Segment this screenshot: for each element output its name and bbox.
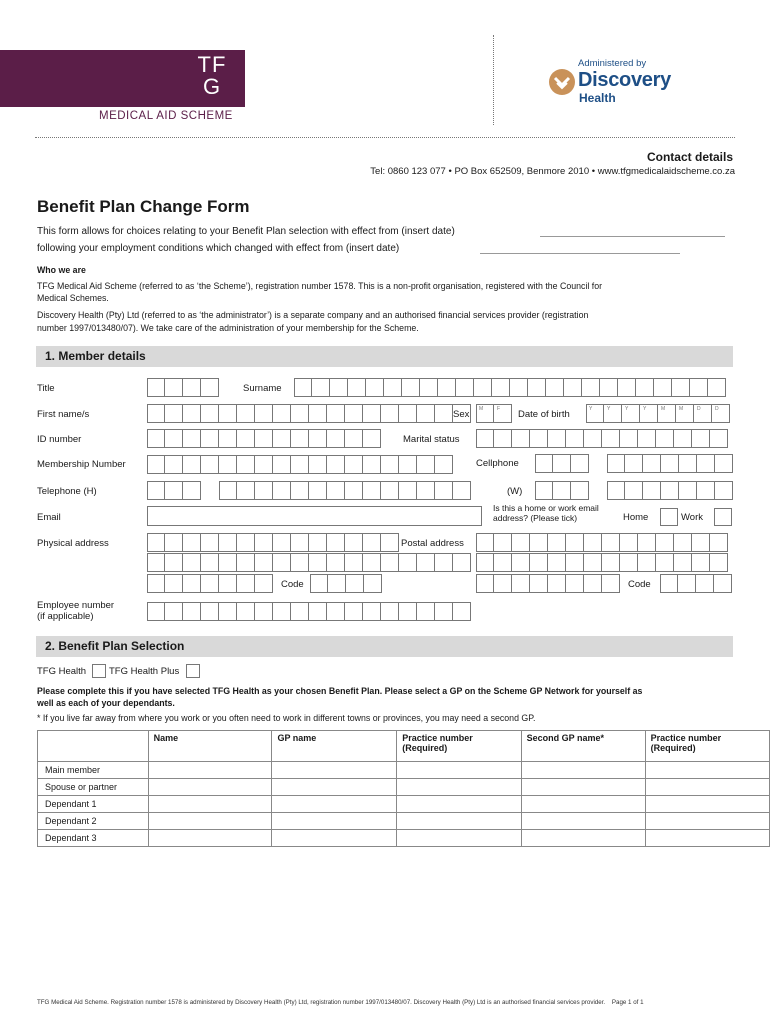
col-gp: GP name xyxy=(272,731,397,762)
dob-hint: D xyxy=(715,406,719,412)
gp-cell[interactable] xyxy=(272,813,397,830)
col-practice2-2: (Required) xyxy=(650,743,696,753)
who-p2-b: number 1997/013480/07). We take care of the administration of your membership for the Scheme. xyxy=(37,323,419,333)
employee-label-1: Employee number xyxy=(37,600,115,611)
table-row xyxy=(38,762,770,779)
first-names-boxes[interactable] xyxy=(147,404,471,423)
postal-line-2[interactable] xyxy=(476,553,728,572)
sex-m-hint: M xyxy=(479,406,484,412)
dob-hint: M xyxy=(679,406,684,412)
postal-code-label: Code xyxy=(628,579,651,590)
dob-label: Date of birth xyxy=(518,409,570,420)
header-divider xyxy=(493,35,494,125)
instruction-1: Please complete this if you have selected TFG Health as your chosen Benefit Plan. Please select a GP on the Scheme GP Network for yourself as xyxy=(37,686,643,696)
sex-f-hint: F xyxy=(497,406,501,412)
table-row xyxy=(38,830,770,847)
surname-boxes[interactable] xyxy=(294,378,726,397)
marital-label: Marital status xyxy=(403,434,460,445)
section-benefit-plan-title: 2. Benefit Plan Selection xyxy=(45,639,185,653)
practice-2-cell[interactable] xyxy=(645,830,769,847)
col-practice xyxy=(397,731,521,762)
table-row xyxy=(38,813,770,830)
practice-cell[interactable] xyxy=(397,813,521,830)
cell-number-boxes[interactable] xyxy=(607,454,733,473)
gp-table-header xyxy=(38,731,770,762)
email-question-line-1: Is this a home or work email xyxy=(493,503,599,513)
id-number-boxes[interactable] xyxy=(147,429,381,448)
dob-hint: Y xyxy=(625,406,629,412)
table-row xyxy=(38,779,770,796)
second-gp-cell[interactable] xyxy=(521,813,645,830)
practice-2-cell[interactable] xyxy=(645,796,769,813)
practice-2-cell[interactable] xyxy=(645,813,769,830)
col-practice2-1: Practice number xyxy=(650,733,722,743)
employee-label-2: (if applicable) xyxy=(37,611,94,622)
email-label: Email xyxy=(37,512,61,523)
postal-code-boxes[interactable] xyxy=(660,574,732,593)
tfg-logo xyxy=(192,54,232,104)
cell-code-boxes[interactable] xyxy=(535,454,589,473)
discovery-logo-icon xyxy=(548,68,576,96)
col-name: Name xyxy=(148,731,272,762)
intro-line-2: following your employment conditions which changed with effect from (insert date) xyxy=(37,243,400,254)
gp-table xyxy=(37,730,770,847)
row-label: Main member xyxy=(38,762,149,779)
name-cell[interactable] xyxy=(148,813,272,830)
scheme-name: MEDICAL AID SCHEME xyxy=(99,110,233,122)
second-gp-cell[interactable] xyxy=(521,796,645,813)
intro-line-1: This form allows for choices relating to your Benefit Plan selection with effect from (insert date) xyxy=(37,226,455,237)
header-separator xyxy=(35,137,735,138)
tel-w-code-boxes[interactable] xyxy=(535,481,589,500)
email-question xyxy=(493,503,599,523)
row-label: Spouse or partner xyxy=(38,779,149,796)
practice-2-cell[interactable] xyxy=(645,779,769,796)
dob-hint: Y xyxy=(607,406,611,412)
first-names-label: First name/s xyxy=(37,409,90,420)
work-checkbox[interactable] xyxy=(714,508,732,526)
logo-text-bottom: G xyxy=(202,74,222,99)
row-label: Dependant 3 xyxy=(38,830,149,847)
telephone-h-label: Telephone (H) xyxy=(37,486,97,497)
gp-cell[interactable] xyxy=(272,762,397,779)
page-title: Benefit Plan Change Form xyxy=(37,197,250,216)
name-cell[interactable] xyxy=(148,779,272,796)
gp-cell[interactable] xyxy=(272,779,397,796)
col-practice-2nd xyxy=(645,731,769,762)
work-label: Work xyxy=(681,512,703,523)
dob-hint: Y xyxy=(589,406,593,412)
row-label: Dependant 2 xyxy=(38,813,149,830)
physical-code-label: Code xyxy=(281,579,304,590)
who-p1-b: Medical Schemes. xyxy=(37,293,109,303)
instruction-2: well as each of your dependants. xyxy=(37,698,175,708)
second-gp-note: * If you live far away from where you work or you often need to work in different towns or provinces, you may need a second GP. xyxy=(37,713,536,723)
opt-plus-checkbox[interactable] xyxy=(186,664,200,678)
marital-boxes[interactable] xyxy=(476,429,728,448)
physical-line-2[interactable] xyxy=(147,553,471,572)
discovery-name: Discovery xyxy=(578,69,671,91)
id-number-label: ID number xyxy=(37,434,82,445)
tel-w-number-boxes[interactable] xyxy=(607,481,733,500)
administered-by: Administered by xyxy=(578,58,647,69)
tel-h-number-boxes[interactable] xyxy=(219,481,471,500)
dob-hint: D xyxy=(697,406,701,412)
col-practice-2: (Required) xyxy=(402,743,448,753)
col-practice-1: Practice number xyxy=(402,733,473,743)
sex-label: Sex xyxy=(453,409,470,420)
postal-line-1[interactable] xyxy=(476,533,728,552)
effective-date-field[interactable] xyxy=(540,236,725,237)
opt-health-label: TFG Health xyxy=(37,666,87,677)
home-label: Home xyxy=(623,512,649,523)
postal-line-3[interactable] xyxy=(476,574,620,593)
footer-text: TFG Medical Aid Scheme. Registration number 1578 is administered by Discovery Health (Pty) Ltd, registration number 1997/013480/07. Discovery Health (Pty) Ltd is an authorised financial services provider. xyxy=(37,999,606,1006)
physical-line-3[interactable] xyxy=(147,574,273,593)
membership-boxes[interactable] xyxy=(147,455,453,474)
opt-plus-label: TFG Health Plus xyxy=(109,666,180,677)
who-p2-a: Discovery Health (Pty) Ltd (referred to as ‘the administrator’) is a separate company and an authorised financial services provider (registration xyxy=(37,310,589,320)
title-label: Title xyxy=(37,383,55,394)
name-cell[interactable] xyxy=(148,796,272,813)
second-gp-cell[interactable] xyxy=(521,762,645,779)
contact-title: Contact details xyxy=(646,150,733,164)
col-second-gp: Second GP name* xyxy=(521,731,645,762)
practice-cell[interactable] xyxy=(397,796,521,813)
contact-line: Tel: 0860 123 077 • PO Box 652509, Benmore 2010 • www.tfgmedicalaidscheme.co.za xyxy=(370,166,735,177)
membership-label: Membership Number xyxy=(37,459,126,470)
discovery-health: Health xyxy=(579,91,616,105)
title-boxes[interactable] xyxy=(147,378,219,397)
employee-label xyxy=(37,600,114,622)
dob-hint: Y xyxy=(643,406,647,412)
employment-date-field[interactable] xyxy=(480,253,680,254)
physical-line-1[interactable] xyxy=(147,533,399,552)
practice-cell[interactable] xyxy=(397,830,521,847)
physical-code-boxes[interactable] xyxy=(310,574,382,593)
physical-label: Physical address xyxy=(37,538,109,549)
surname-label: Surname xyxy=(243,383,282,394)
opt-health-checkbox[interactable] xyxy=(92,664,106,678)
gp-cell[interactable] xyxy=(272,796,397,813)
who-title: Who we are xyxy=(37,265,86,275)
email-question-line-2: address? (Please tick) xyxy=(493,513,578,523)
tel-h-code-boxes[interactable] xyxy=(147,481,201,500)
postal-label: Postal address xyxy=(401,538,464,549)
practice-cell[interactable] xyxy=(397,779,521,796)
dob-hint: M xyxy=(661,406,666,412)
name-cell[interactable] xyxy=(148,762,272,779)
row-label: Dependant 1 xyxy=(38,796,149,813)
cellphone-label: Cellphone xyxy=(476,458,519,469)
logo-text-top: TF xyxy=(197,52,227,77)
employee-number-boxes[interactable] xyxy=(147,602,471,621)
email-input[interactable] xyxy=(147,506,482,526)
second-gp-cell[interactable] xyxy=(521,830,645,847)
name-cell[interactable] xyxy=(148,830,272,847)
footer xyxy=(37,999,644,1006)
second-gp-cell[interactable] xyxy=(521,779,645,796)
who-p1-a: TFG Medical Aid Scheme (referred to as ‘the Scheme’), registration number 1578. This is a non-profit organisation, registered with the Council for xyxy=(37,281,603,291)
table-row xyxy=(38,796,770,813)
gp-cell[interactable] xyxy=(272,830,397,847)
home-checkbox[interactable] xyxy=(660,508,678,526)
practice-2-cell[interactable] xyxy=(645,762,769,779)
telephone-w-label: (W) xyxy=(507,486,523,497)
practice-cell[interactable] xyxy=(397,762,521,779)
page-number: Page 1 of 1 xyxy=(611,999,644,1006)
section-member-details-title: 1. Member details xyxy=(45,349,146,363)
